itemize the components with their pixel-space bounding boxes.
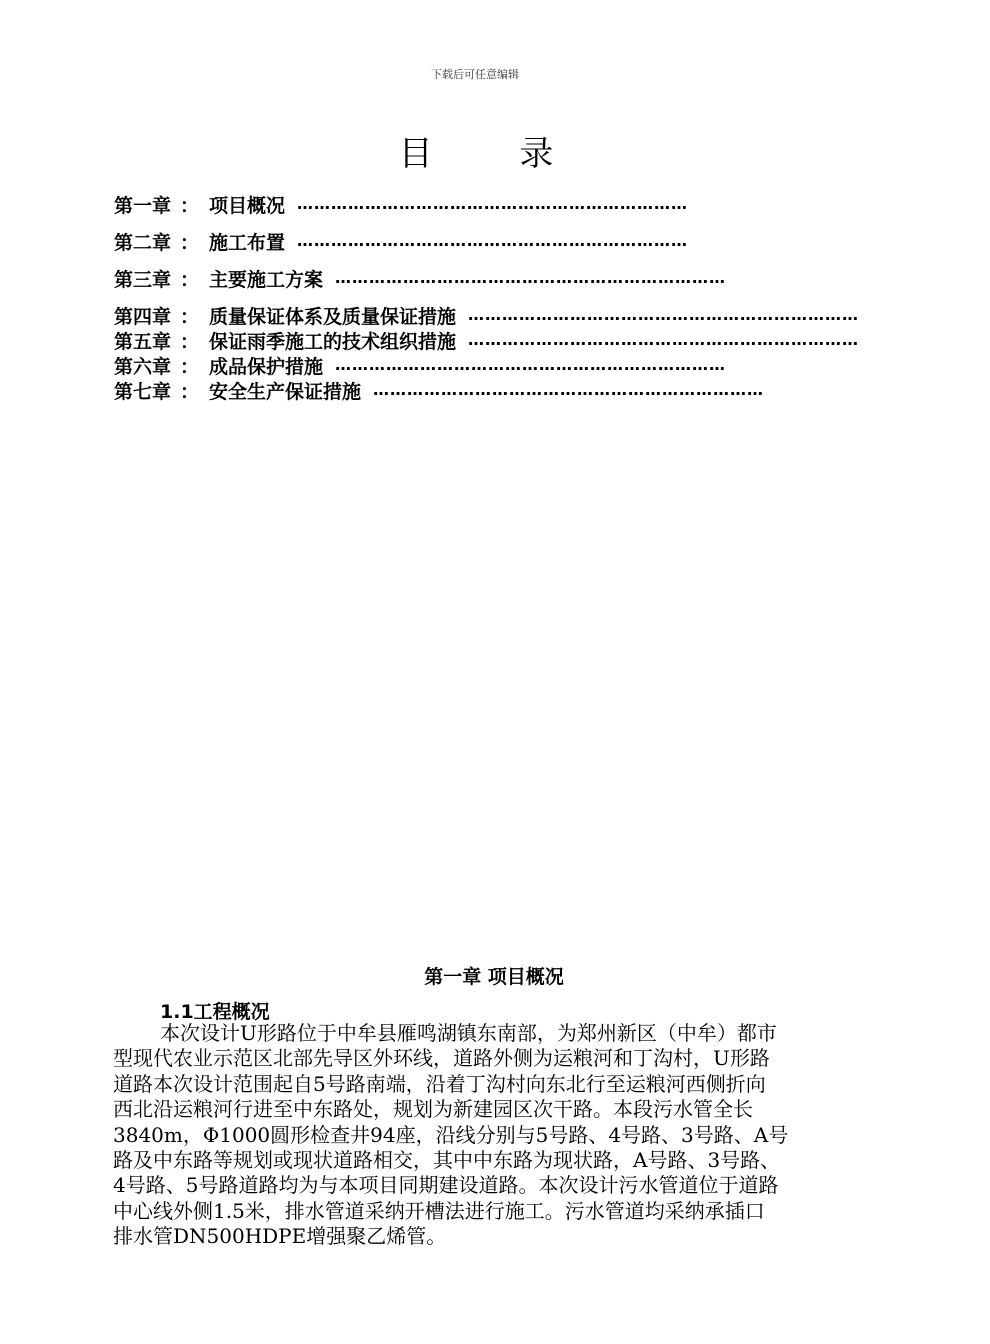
toc-colon: ： — [180, 355, 200, 378]
toc-colon: ： — [180, 231, 200, 254]
project-overview-paragraph — [113, 1021, 869, 1250]
paragraph-line: 中心线外侧1.5米，排水管道采纳开槽法进行施工。污水管道均采纳承插口 — [113, 1198, 765, 1223]
paragraph-line: 排水管DN500HDPE增强聚乙烯管。 — [113, 1224, 447, 1249]
paragraph-line: 本次设计U形路位于中牟县雁鸣湖镇东南部，为郑州新区（中牟）都市 — [160, 1021, 777, 1045]
toc-dot-leader: …………………………………………………………… — [335, 268, 727, 287]
toc-dot-leader: …………………………………………………………… — [297, 194, 689, 213]
toc-colon: ： — [180, 268, 200, 291]
paragraph-line: 型现代农业示范区北部先导区外环线，道路外侧为运粮河和丁沟村，U形路 — [113, 1046, 770, 1071]
toc-entry-chapter-6 — [114, 352, 740, 378]
toc-dot-leader: …………………………………………………………… — [335, 355, 727, 374]
toc-entry-chapter-1 — [114, 191, 740, 217]
paragraph-line: 路及中东路等规划或现状道路相交，其中中东路为现状路，A号路、3号路、 — [113, 1147, 781, 1172]
paragraph-line: 3840m，Φ1000圆形检查井94座，沿线分别与5号路、4号路、3号路、A号 — [113, 1122, 789, 1147]
toc-chapter-number: 第一章 — [114, 194, 172, 217]
toc-chapter-name: 主要施工方案 — [209, 268, 324, 291]
toc-chapter-name: 保证雨季施工的技术组织措施 — [209, 330, 457, 353]
toc-chapter-name: 施工布置 — [209, 231, 286, 254]
toc-colon: ： — [180, 330, 200, 353]
toc-colon: ： — [180, 305, 200, 328]
toc-chapter-name: 安全生产保证措施 — [209, 380, 362, 403]
paragraph-line: 道路本次设计范围起自5号路南端，沿着丁沟村向东北行至运粮河西侧折向 — [113, 1071, 766, 1096]
toc-chapter-number: 第六章 — [114, 355, 172, 378]
toc-dot-leader: …………………………………………………………… — [468, 305, 860, 324]
chapter-heading: 第一章 项目概况 — [424, 966, 564, 988]
toc-entry-chapter-3 — [114, 265, 740, 291]
toc-chapter-name: 质量保证体系及质量保证措施 — [209, 305, 457, 328]
toc-chapter-name: 项目概况 — [209, 194, 286, 217]
toc-entry-chapter-4 — [114, 302, 860, 328]
toc-dot-leader: …………………………………………………………… — [468, 330, 860, 349]
toc-dot-leader: …………………………………………………………… — [297, 231, 689, 250]
toc-chapter-number: 第三章 — [114, 268, 172, 291]
toc-chapter-number: 第七章 — [114, 380, 172, 403]
toc-chapter-number: 第二章 — [114, 231, 172, 254]
paragraph-line: 西北沿运粮河行进至中东路处，规划为新建园区次干路。本段污水管全长 — [113, 1097, 753, 1122]
toc-entry-chapter-2 — [114, 228, 740, 254]
toc-colon: ： — [180, 194, 200, 217]
toc-entry-chapter-7 — [114, 377, 765, 403]
toc-chapter-number: 第五章 — [114, 330, 172, 353]
toc-entry-chapter-5 — [114, 327, 860, 353]
toc-chapter-number: 第四章 — [114, 305, 172, 328]
toc-dot-leader: …………………………………………………………… — [373, 380, 765, 399]
toc-colon: ： — [180, 380, 200, 403]
toc-title: 目 录 — [398, 134, 592, 174]
paragraph-line: 4号路、5号路道路均为与本项目同期建设道路。本次设计污水管道位于道路 — [113, 1173, 779, 1198]
header-note: 下载后可任意编辑 — [431, 68, 519, 81]
toc-chapter-name: 成品保护措施 — [209, 355, 324, 378]
section-heading: 1.1工程概况 — [160, 1001, 270, 1023]
